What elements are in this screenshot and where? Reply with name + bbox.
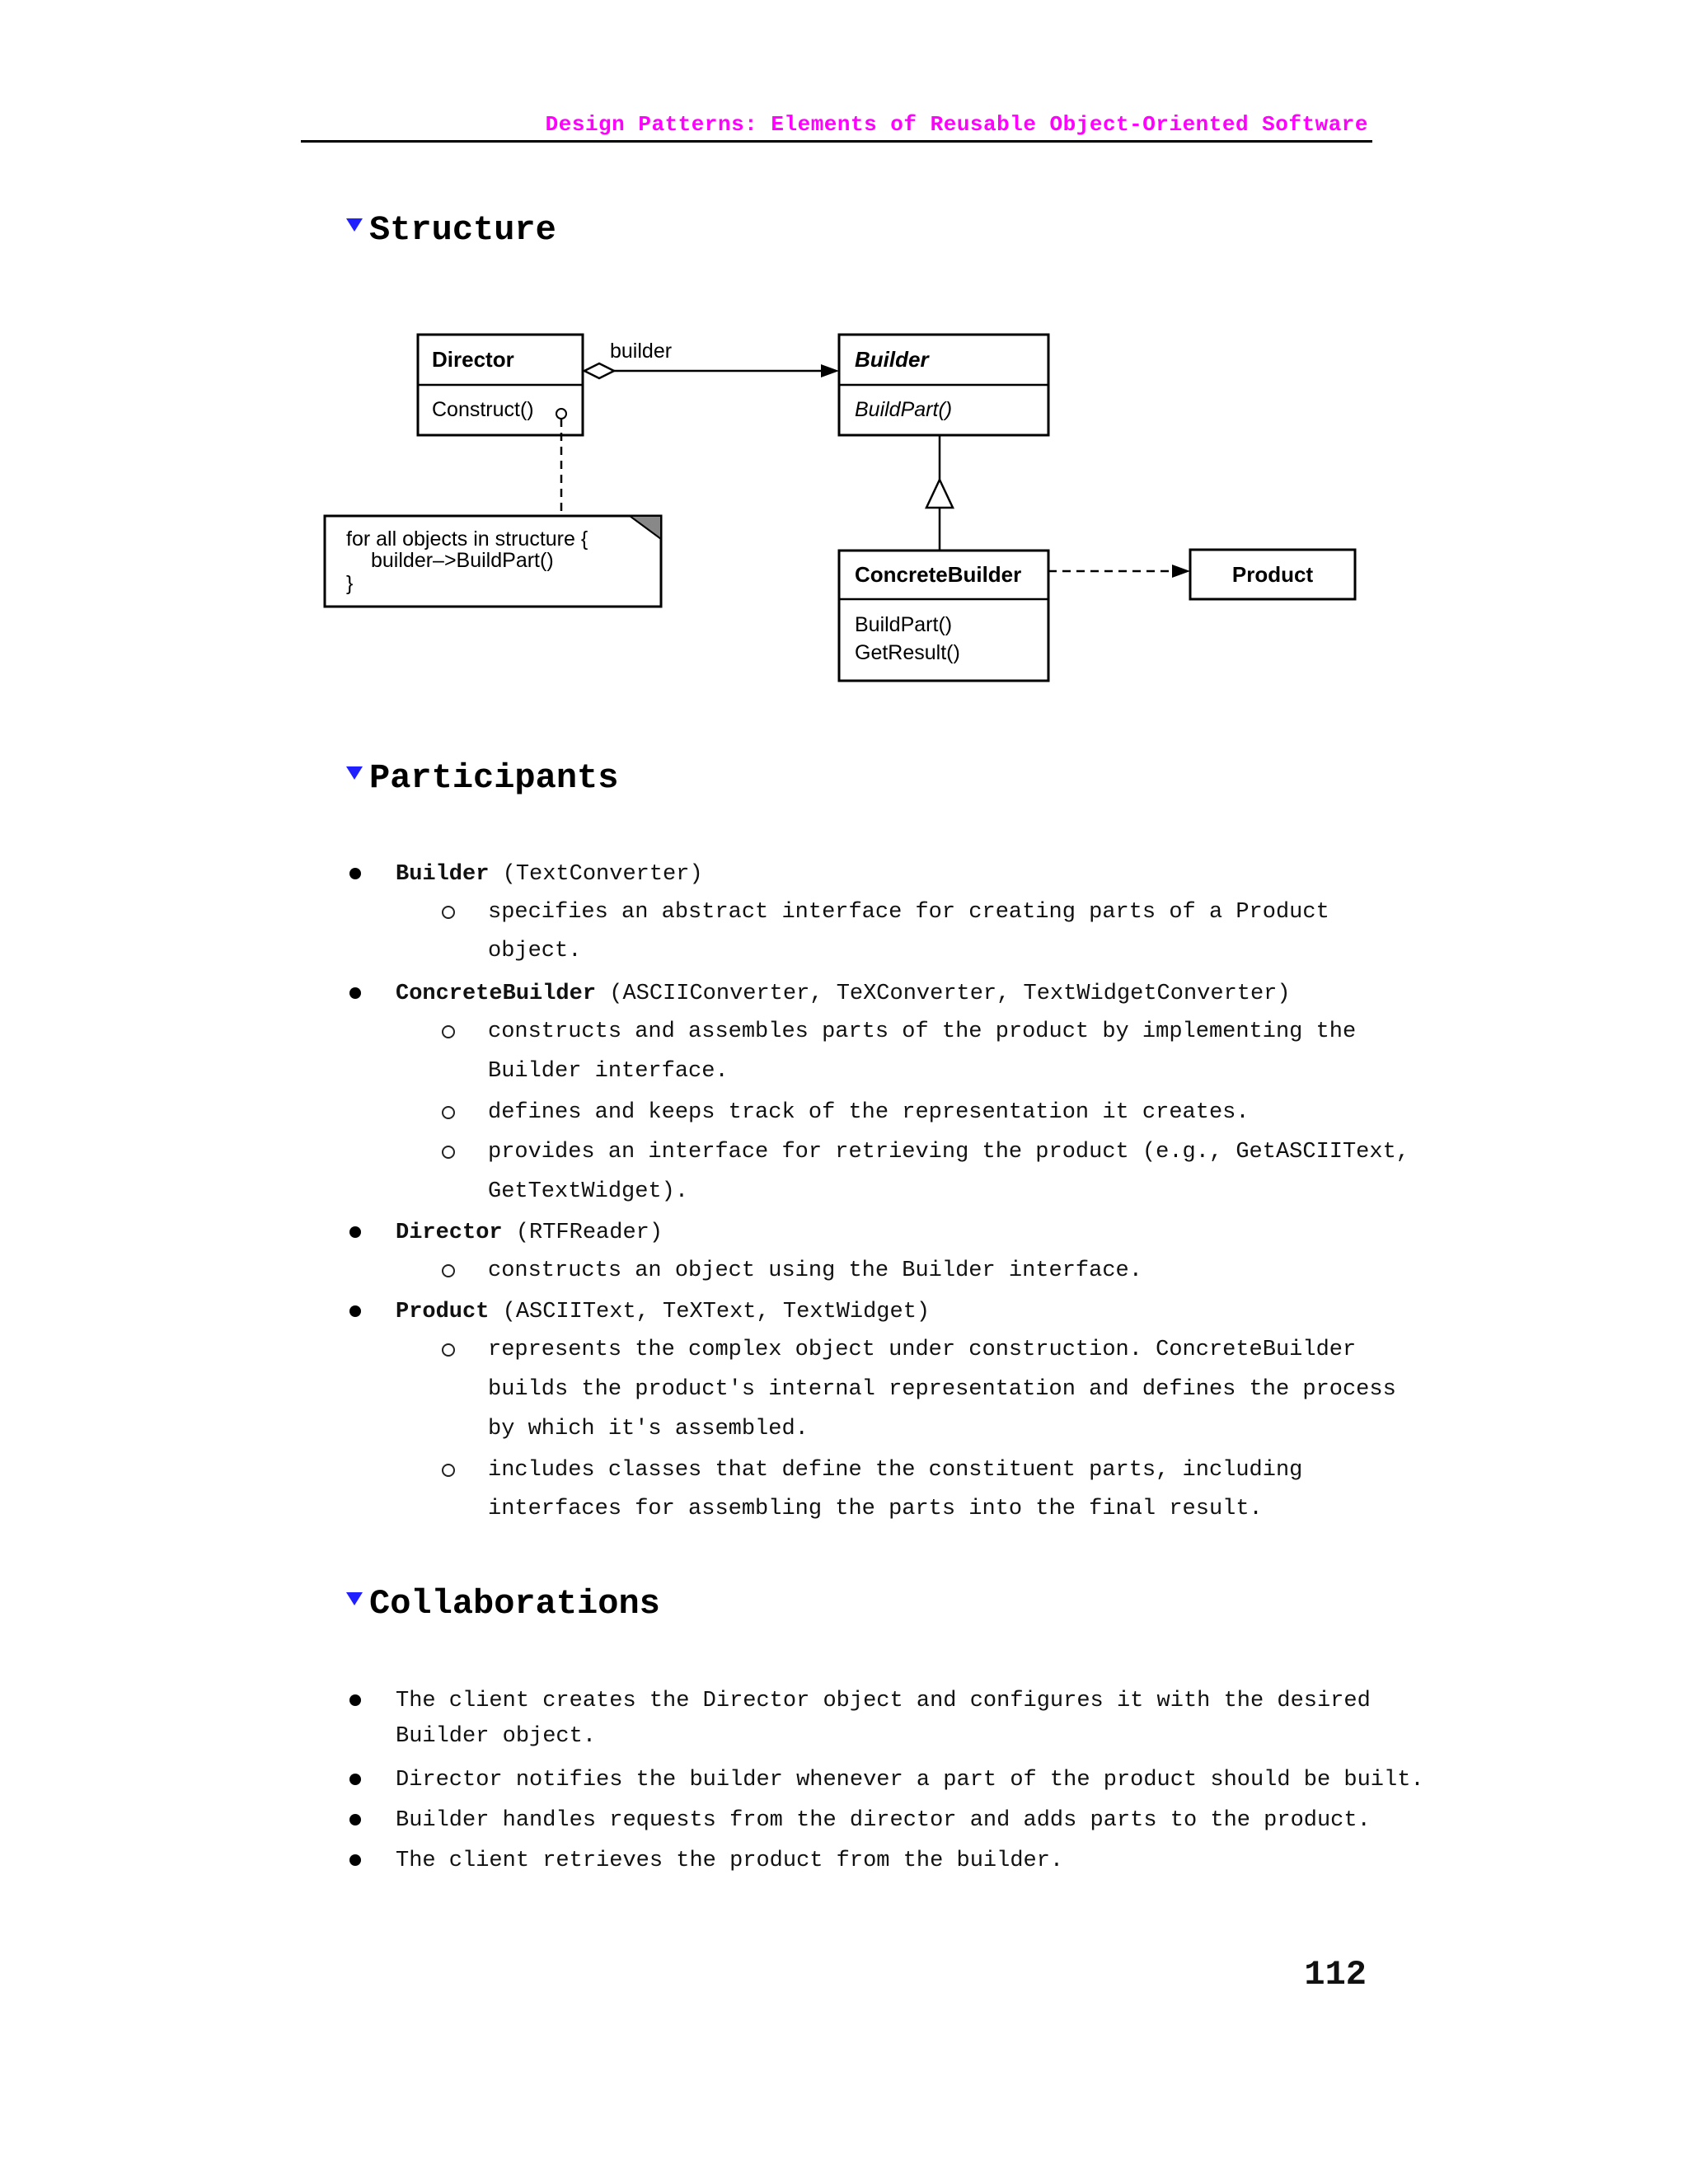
sub-bullet-icon: [442, 1025, 455, 1038]
director-class-box: [418, 335, 583, 435]
director-operation: Construct(): [432, 398, 534, 421]
participant-product: Product (ASCIIText, TeXText, TextWidget): [396, 1300, 931, 1324]
concretebuilder-class-box: [839, 551, 1048, 681]
bullet-icon: [349, 987, 361, 999]
builder-association-label: builder: [610, 340, 673, 363]
note-line-2: builder–>BuildPart(): [371, 549, 554, 572]
bullet-icon: [349, 868, 361, 879]
sub-bullet-icon: [442, 906, 455, 919]
builder-class-box: [839, 335, 1048, 435]
structure-diagram: [0, 0, 1688, 742]
participant-concretebuilder: ConcreteBuilder (ASCIIConverter, TeXConverter, TextWidgetConverter): [396, 982, 1291, 1006]
participant-text: interfaces for assembling the parts into the final result.: [488, 1497, 1263, 1521]
product-class-name: Product: [1231, 562, 1314, 587]
bullet-icon: [349, 1814, 361, 1825]
participant-text: defines and keeps track of the representation it creates.: [488, 1100, 1250, 1125]
page-number: 112: [1304, 1955, 1367, 1994]
participant-text: specifies an abstract interface for creating parts of a Product: [488, 900, 1329, 925]
participant-text: represents the complex object under construction. ConcreteBuilder: [488, 1338, 1357, 1362]
sub-bullet-icon: [442, 1264, 455, 1277]
sub-bullet-icon: [442, 1343, 455, 1357]
concretebuilder-op-1: BuildPart(): [855, 613, 953, 636]
participant-text: Builder interface.: [488, 1059, 729, 1084]
note-line-1: for all objects in structure {: [346, 527, 588, 551]
bullet-icon: [349, 1854, 361, 1866]
concretebuilder-class-name: ConcreteBuilder: [855, 562, 1022, 587]
section-participants: [346, 758, 618, 798]
note-box: [325, 516, 661, 607]
participant-text: builds the product's internal representation and defines the process: [488, 1377, 1396, 1402]
builder-operation: BuildPart(): [855, 398, 953, 421]
participant-text: includes classes that define the constituent parts, including: [488, 1458, 1303, 1483]
collaboration-text: Director notifies the builder whenever a part of the product should be built.: [396, 1768, 1424, 1793]
sub-bullet-icon: [442, 1464, 455, 1477]
section-collaborations-title: Collaborations: [369, 1584, 660, 1624]
triangle-marker-icon[interactable]: [346, 1592, 363, 1605]
concretebuilder-op-2: GetResult(): [855, 641, 960, 664]
participant-text: object.: [488, 939, 582, 963]
participant-text: GetTextWidget).: [488, 1179, 689, 1204]
participant-director: Director (RTFReader): [396, 1221, 663, 1245]
participant-builder: Builder (TextConverter): [396, 862, 703, 887]
bullet-icon: [349, 1694, 361, 1706]
participant-text: constructs and assembles parts of the product by implementing the: [488, 1019, 1357, 1044]
sub-bullet-icon: [442, 1146, 455, 1159]
collaboration-text: The client retrieves the product from the builder.: [396, 1849, 1064, 1873]
participant-text: by which it's assembled.: [488, 1417, 809, 1441]
triangle-marker-icon[interactable]: [346, 766, 363, 780]
collaboration-text: Builder handles requests from the director and adds parts to the product.: [396, 1808, 1371, 1833]
collaboration-text: Builder object.: [396, 1724, 597, 1749]
collaboration-text: The client creates the Director object and configures it with the desired: [396, 1689, 1371, 1713]
note-line-3: }: [346, 572, 354, 595]
section-participants-title: Participants: [369, 758, 619, 798]
builder-class-name: Builder: [855, 347, 929, 372]
bullet-icon: [349, 1774, 361, 1785]
bullet-icon: [349, 1305, 361, 1317]
participant-text: constructs an object using the Builder interface.: [488, 1258, 1142, 1283]
product-class-box: [1190, 550, 1355, 599]
participant-text: provides an interface for retrieving the product (e.g., GetASCIIText,: [488, 1140, 1409, 1165]
sub-bullet-icon: [442, 1106, 455, 1119]
section-collaborations: [346, 1584, 660, 1624]
bullet-icon: [349, 1226, 361, 1238]
running-header: Design Patterns: Elements of Reusable Object-Oriented Software: [545, 112, 1368, 137]
section-structure-title: Structure: [369, 210, 556, 250]
director-class-name: Director: [432, 347, 514, 372]
